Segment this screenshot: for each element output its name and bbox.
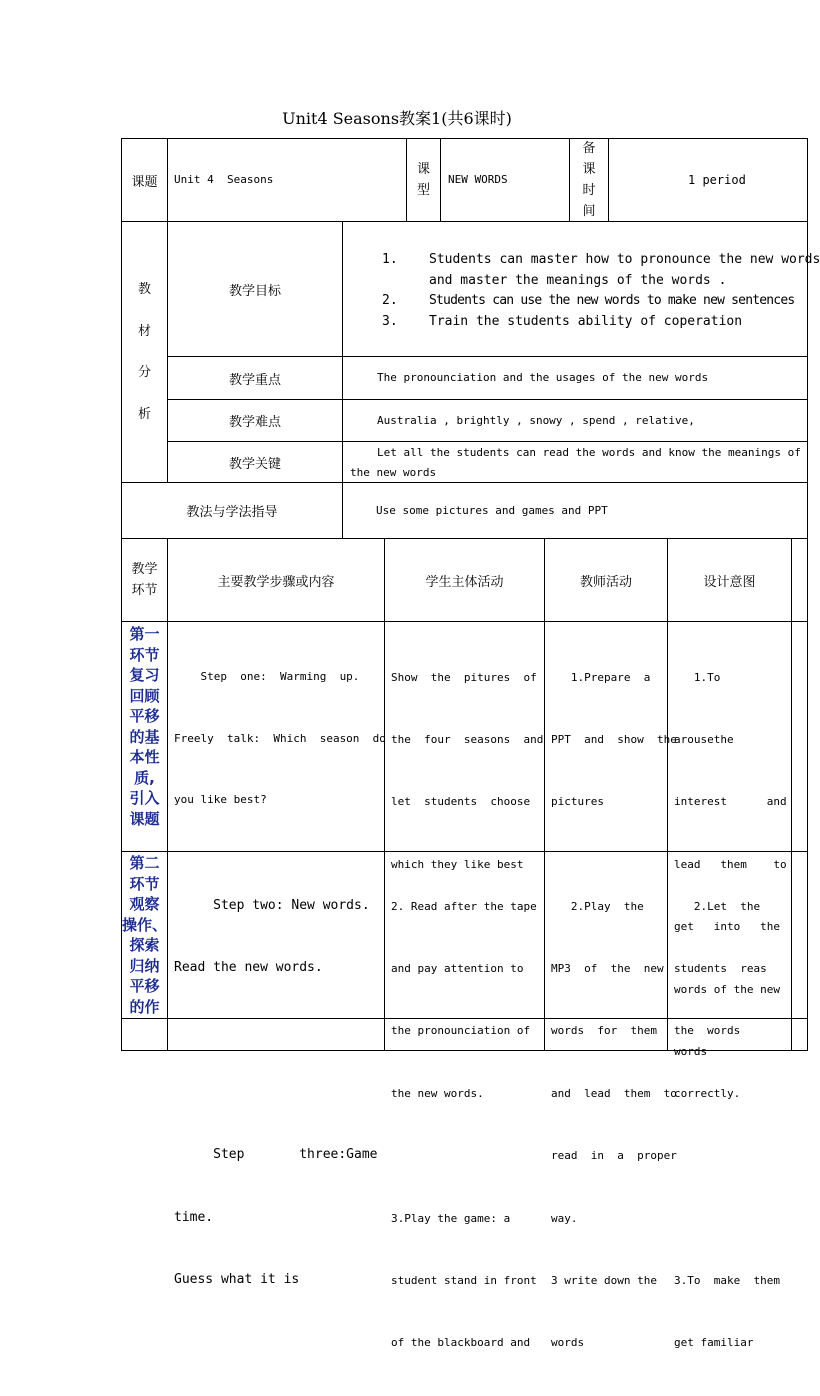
steps-cell-1 — [167, 621, 385, 852]
steps-line: Read the new words. — [174, 959, 323, 975]
teacher-line: pictures — [551, 795, 604, 809]
stage-char: 操作、 — [122, 915, 168, 934]
design-line — [674, 1209, 785, 1230]
design-line: get familiar — [674, 1336, 754, 1350]
analysis-side-char: 析 — [137, 406, 151, 422]
student-line: 3.Play the game: a — [391, 1211, 511, 1225]
key-value-cell — [342, 356, 808, 400]
steps-line: time. — [174, 1209, 214, 1225]
stage-char: 回顾 — [129, 686, 160, 705]
student-cell-2 — [384, 851, 545, 1350]
student-line — [391, 1146, 539, 1167]
analysis-side-char: 分 — [137, 365, 151, 380]
goal-item-continued — [382, 271, 807, 292]
crux-line: Let all the students can read the words and know the meanings of — [377, 446, 801, 459]
difficult-label: 教学难点 — [228, 415, 281, 430]
stage-char: 的作 — [129, 997, 160, 1016]
type-label-char: 课 — [416, 162, 430, 177]
design-line: 3.To make them — [674, 1273, 780, 1287]
design-line: the words — [674, 1024, 741, 1038]
analysis-side-char: 材 — [137, 323, 151, 339]
difficult-value: Australia , brightly , snowy , spend , relative, — [377, 413, 695, 427]
teacher-cell-1 — [544, 621, 677, 852]
stage-char: 第二 — [129, 854, 160, 872]
teacher-line: words for them — [551, 1024, 657, 1038]
prep-value-cell — [608, 138, 808, 222]
stage-char: 环节 — [129, 645, 160, 664]
teacher-line: way. — [551, 1211, 578, 1225]
student-line: let students choose — [391, 795, 531, 809]
subject-label-cell — [121, 138, 168, 222]
extra-column-cell — [791, 851, 808, 1051]
goal-text: Students can use the new words to make new sentences — [429, 293, 795, 308]
prep-label-char: 间 — [582, 204, 596, 219]
stage-header-line: 教学 — [131, 562, 158, 577]
teacher-line: words — [551, 1336, 585, 1350]
difficult-value-cell — [342, 399, 808, 442]
student-line: the four seasons and — [391, 732, 544, 746]
stage-char: 引入 — [129, 789, 160, 807]
steps-line: you like best? — [174, 793, 267, 806]
teacher-line: read in a proper — [551, 1149, 677, 1163]
teacher-cell-2 — [544, 851, 677, 1350]
crux-label-cell — [167, 441, 343, 483]
student-line: of the blackboard and — [391, 1336, 531, 1350]
teacher-line: 3 write down the — [551, 1273, 657, 1287]
steps-line: Step one: Warming up. — [174, 670, 360, 683]
stage-char: 课题 — [129, 809, 160, 828]
row-2-clip — [121, 851, 808, 1350]
design-line — [674, 1146, 785, 1167]
student-line: the new words. — [391, 1086, 484, 1100]
prep-value: 1 period — [688, 173, 746, 187]
design-header-cell — [667, 538, 792, 622]
stage-header-line: 环节 — [131, 583, 158, 598]
goal-text: and master the meanings of the words . — [429, 272, 727, 288]
method-value-cell — [342, 482, 808, 539]
design-cell-2 — [667, 851, 792, 1350]
stage-char: 平移 — [129, 977, 160, 995]
student-header: 学生主体活动 — [425, 574, 504, 590]
crux-value-cell — [342, 441, 808, 483]
crux-label: 教学关键 — [228, 456, 281, 472]
steps-line: Step two: New words. — [174, 897, 370, 913]
goal-item: 2. Students can use the new words to make new sentences — [382, 293, 795, 308]
teacher-line: MP3 of the new — [551, 961, 664, 975]
method-value: Use some pictures and games and PPT — [376, 503, 608, 517]
student-line: the pronounciation of — [391, 1024, 531, 1038]
design-line: students reas — [674, 961, 767, 975]
stage-char: 质, — [134, 768, 155, 787]
steps-line — [174, 1083, 378, 1104]
student-line: and pay attention to — [391, 961, 524, 975]
subject-value-cell — [167, 138, 407, 222]
stage-char: 第一 — [129, 625, 160, 643]
student-cell-1 — [384, 621, 545, 871]
design-line: words of the new — [674, 982, 780, 996]
design-line: 1.To — [674, 670, 721, 684]
method-label-cell — [121, 482, 343, 539]
extra-column-cell — [791, 538, 808, 622]
steps-header: 主要教学步骤或内容 — [217, 574, 335, 590]
design-line: correctly. — [674, 1086, 741, 1100]
goal-text: Train the students ability of coperation — [429, 313, 743, 329]
type-label-cell — [406, 138, 441, 222]
student-line: which they like best — [391, 857, 524, 871]
stage-cell-1 — [121, 621, 168, 852]
difficult-label-cell — [167, 399, 343, 442]
steps-cell-2 — [167, 851, 385, 1287]
teacher-line: 1.Prepare a — [551, 670, 651, 684]
teacher-header-cell — [544, 538, 668, 622]
prep-label-char: 课 — [582, 162, 596, 177]
type-value: NEW WORDS — [448, 173, 508, 186]
stage-char: 复习 — [129, 666, 160, 684]
extra-column-cell — [791, 621, 808, 852]
stage-char: 环节 — [129, 874, 160, 893]
teacher-line: PPT and show the — [551, 732, 677, 746]
design-header: 设计意图 — [703, 574, 756, 590]
steps-line — [174, 1020, 378, 1041]
key-value: The pronounciation and the usages of the new words — [377, 371, 709, 384]
steps-line: Step three:Game — [174, 1147, 378, 1163]
design-line: interest and — [674, 795, 787, 809]
key-label-cell — [167, 356, 343, 400]
analysis-side-label — [121, 221, 168, 483]
analysis-side-char: 教 — [137, 282, 151, 297]
goals-value-cell — [342, 221, 820, 357]
stage-char: 归纳 — [129, 956, 160, 975]
student-line: Show the pitures of — [391, 670, 537, 684]
crux-line: the new words — [350, 466, 437, 479]
key-label: 教学重点 — [228, 372, 281, 388]
teacher-line: 2.Play the — [551, 899, 644, 913]
goal-text: Students can master how to pronounce the new words — [429, 252, 820, 267]
stage-char: 观察 — [129, 895, 160, 913]
design-line: words — [674, 1044, 708, 1058]
subject-label: 课题 — [131, 174, 158, 190]
stage-char: 的基 — [129, 727, 160, 746]
stage-char: 本性 — [129, 748, 160, 766]
prep-label-char: 备 — [582, 141, 596, 156]
steps-line: Freely talk: Which season do — [174, 731, 386, 745]
design-line: 2.Let the — [674, 899, 761, 913]
type-value-cell — [440, 138, 570, 222]
design-line: lead them to — [674, 857, 787, 871]
method-label: 教法与学法指导 — [186, 505, 278, 520]
student-line: 2. Read after the tape — [391, 899, 537, 913]
goals-label: 教学目标 — [228, 283, 281, 299]
prep-label-cell — [569, 138, 609, 222]
teacher-header: 教师活动 — [579, 574, 632, 590]
type-label-char: 型 — [416, 183, 430, 198]
subject-value: Unit 4 Seasons — [174, 173, 274, 186]
goal-item: 3. Train the students ability of coperation — [382, 313, 743, 329]
stage-header-cell — [121, 538, 168, 622]
stage-char: 平移 — [129, 707, 160, 725]
stage-cell-2 — [121, 851, 168, 1051]
steps-line: Guess what it is — [174, 1271, 300, 1287]
page-title: Unit4 Seasons教案1(共6课时) — [282, 109, 512, 128]
goals-label-cell — [167, 221, 343, 357]
student-header-cell — [384, 538, 545, 622]
prep-label-char: 时 — [582, 183, 596, 198]
design-line: arousethe — [674, 732, 734, 746]
goal-item: 1. Students can master how to pronounce the new words — [382, 252, 820, 267]
stage-char: 探索 — [129, 936, 160, 954]
design-line: get into the — [674, 920, 780, 934]
teacher-line: and lead them to — [551, 1086, 677, 1100]
student-line: student stand in front — [391, 1273, 537, 1287]
steps-header-cell — [167, 538, 385, 622]
